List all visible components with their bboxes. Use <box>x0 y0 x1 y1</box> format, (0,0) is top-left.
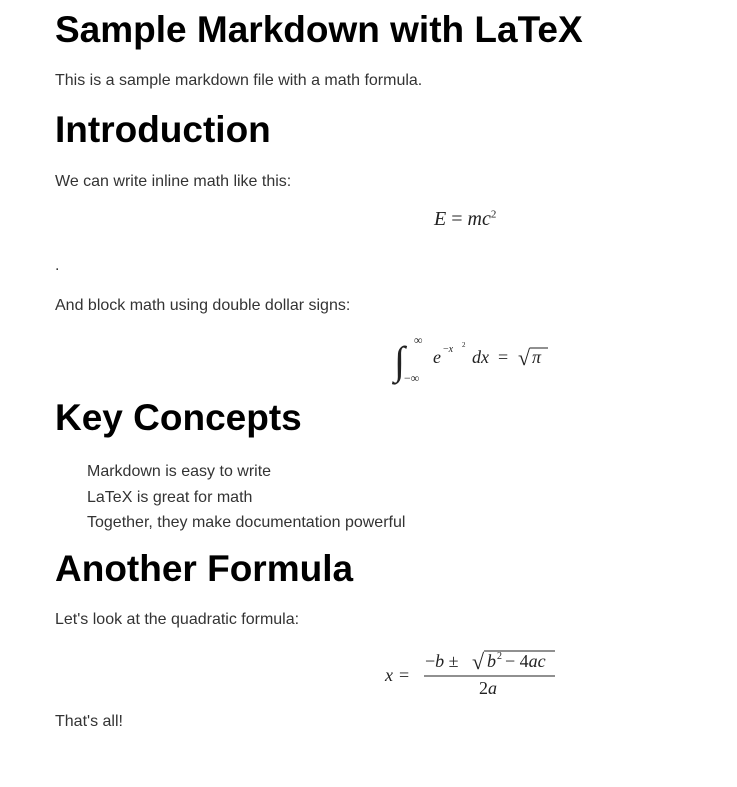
svg-text:√: √ <box>472 649 485 674</box>
heading-another-formula: Another Formula <box>55 548 354 589</box>
list-item: Together, they make documentation powerful <box>87 514 406 531</box>
intro-paragraph: This is a sample markdown file with a math formula. <box>55 72 423 89</box>
closing-text: That's all! <box>55 713 123 730</box>
svg-text:2: 2 <box>497 651 502 662</box>
heading-introduction: Introduction <box>55 109 271 150</box>
svg-text:dx: dx <box>472 347 489 367</box>
formula-einstein: $E = mc^2$ <box>434 208 497 230</box>
svg-text:e: e <box>433 347 441 367</box>
svg-text:√: √ <box>518 345 531 370</box>
svg-text:b: b <box>487 651 496 671</box>
svg-text:=: = <box>498 347 509 367</box>
svg-text:∞: ∞ <box>414 333 423 347</box>
svg-text:∫: ∫ <box>394 338 405 383</box>
heading-key-concepts: Key Concepts <box>55 397 302 438</box>
list-item: Markdown is easy to write <box>87 463 272 480</box>
inline-math-text: We can write inline math like this: <box>55 173 292 190</box>
svg-text:2a: 2a <box>479 678 497 698</box>
svg-text:π: π <box>532 347 542 367</box>
svg-text:x: x <box>385 665 393 685</box>
block-math-text: And block math using double dollar signs: <box>55 297 351 314</box>
key-concepts-list <box>87 459 405 536</box>
svg-text:− 4ac: − 4ac <box>505 651 546 671</box>
page-title: Sample Markdown with LaTeX <box>55 9 583 50</box>
svg-text:−b ±: −b ± <box>425 651 459 671</box>
svg-text:=: = <box>399 665 410 685</box>
formula-quadratic <box>383 645 563 701</box>
svg-text:−∞: −∞ <box>404 371 420 385</box>
quadratic-intro-text: Let's look at the quadratic formula: <box>55 611 300 628</box>
svg-text:−x: −x <box>443 344 454 355</box>
formula-gaussian-integral <box>390 330 560 386</box>
list-item: LaTeX is great for math <box>87 488 253 506</box>
svg-text:2: 2 <box>462 341 466 349</box>
trailing-dot: . <box>55 257 60 274</box>
